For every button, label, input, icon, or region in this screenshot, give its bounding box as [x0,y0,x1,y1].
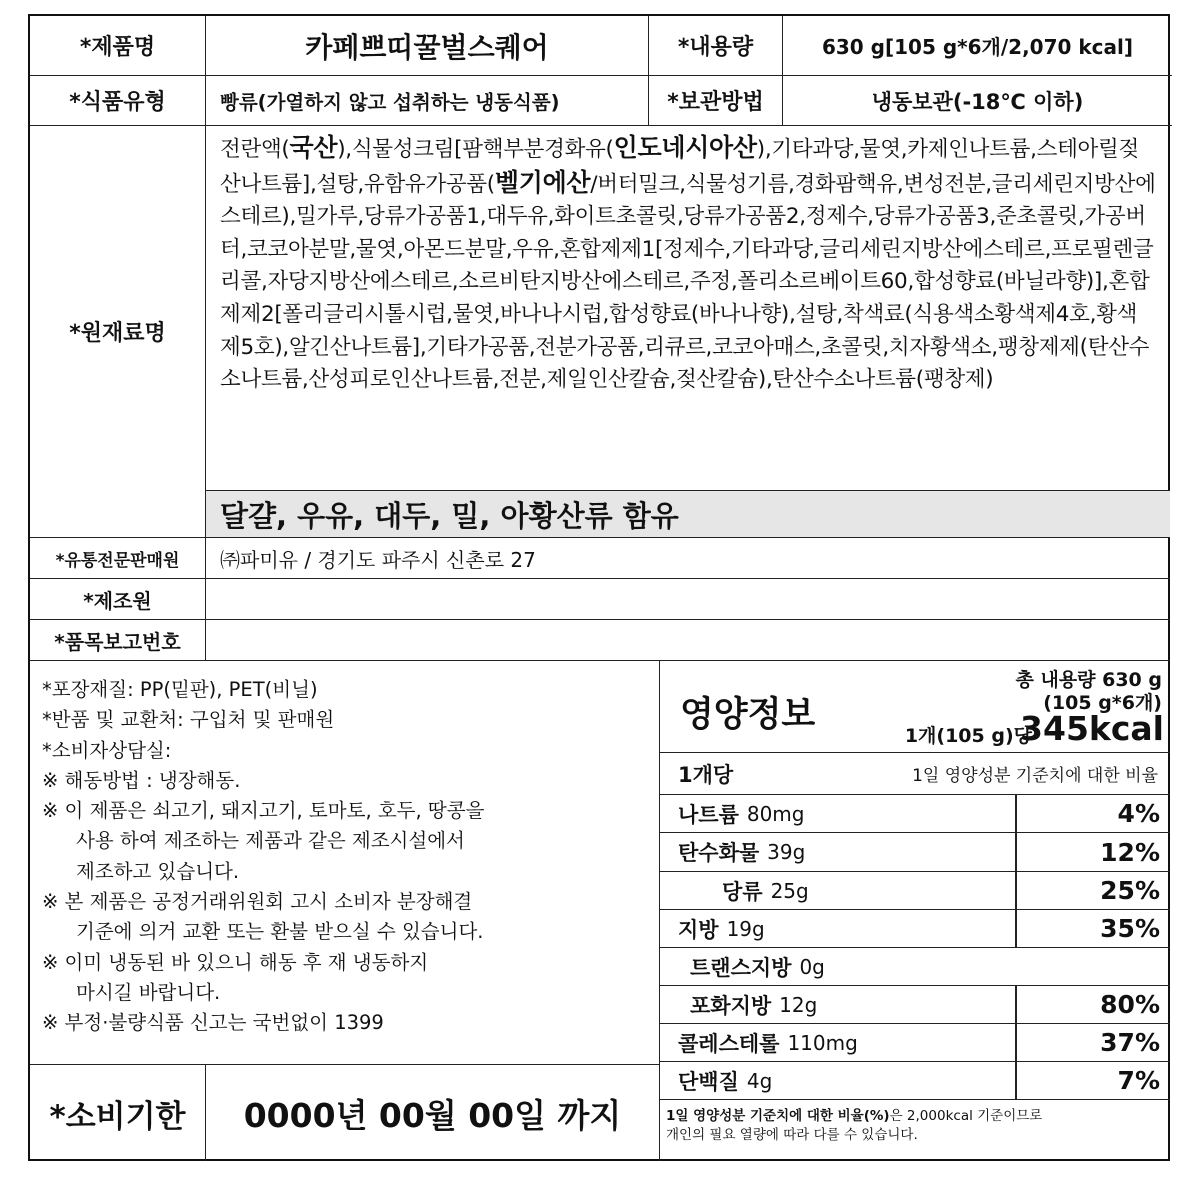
nutrition-title: 영양정보 [680,695,816,735]
column-divider [1015,986,1017,1024]
ingredients-label: *원재료명 [30,126,206,538]
footnote-text: 개인의 필요 열량에 따라 다를 수 있습니다. [666,1127,918,1143]
note-line: ※ 부정·불량식품 신고는 국번없이 1399 [42,1011,384,1035]
nutrition-header [660,661,1170,753]
note-line: *반품 및 교환처: 구입처 및 판매원 [42,708,335,732]
nutrient-name: 콜레스테롤 [678,1031,780,1056]
nutrient-percent: 12% [1100,837,1160,867]
nutrient-row [660,833,1170,872]
nutrient-amount: 39g [767,840,806,864]
nutrition-panel [660,661,1170,1161]
product-name-value: 카페쁘띠꿀벌스퀘어 [206,16,649,76]
nutrient-percent: 25% [1100,876,1160,905]
nutrient-amount: 80mg [746,801,805,826]
report-number-label: *품목보고번호 [30,620,206,661]
per-serving: 1개(105 g)당 [904,725,1032,747]
nutrient-percent: 7% [1117,1066,1160,1095]
total-volume-detail: (105 g*6개) [1043,692,1162,714]
food-label [28,14,1170,1161]
nutrient-row [660,948,1170,986]
nutrition-footnote [666,1107,1164,1145]
calories: 345kcal [1020,709,1164,748]
column-divider [1015,795,1017,833]
report-number-value [206,620,1170,661]
storage-value: 냉동보관(-18℃ 이하) [783,76,1172,126]
nutrient-row [660,1062,1170,1100]
nutrient-amount: 4g [746,1068,773,1093]
product-name-label: *제품명 [30,16,206,76]
nutrient-amount: 110mg [787,1030,858,1055]
nutrition-basis-row [660,753,1170,795]
allergen-notice: 달걀, 우유, 대두, 밀, 아황산류 함유 [206,491,1170,538]
note-line: ※ 이 제품은 쇠고기, 돼지고기, 토마토, 호두, 땅콩을 [42,799,485,823]
note-line: ※ 해동방법 : 냉장해동. [42,768,241,792]
basis-label: 1개당 [678,762,734,787]
food-type-label: *식품유형 [30,76,206,126]
nutrient-name: 나트륨 [678,802,739,827]
nutrient-percent: 4% [1117,799,1160,828]
volume-value: 630 g[105 g*6개/2,070 kcal] [783,16,1172,76]
nutrient-row [660,986,1170,1024]
nutrient-name: 지방 [678,917,719,942]
nutrient-name: 탄수화물 [678,841,760,865]
total-volume: 총 내용량 630 g [1015,669,1162,691]
column-divider [1015,1024,1017,1062]
nutrient-name: 트랜스지방 [690,955,792,980]
note-line: 제조하고 있습니다. [76,859,240,883]
column-divider [1015,833,1017,872]
note-line: ※ 본 제품은 공정거래위원회 고시 소비자 분장해결 [42,890,473,914]
seller-label: *유통전문판매원 [30,538,206,579]
nutrient-row [660,910,1170,948]
nutrient-row [660,795,1170,833]
nutrient-percent: 35% [1100,914,1160,943]
column-divider [1015,910,1017,948]
seller-value: ㈜파미유 / 경기도 파주시 신촌로 27 [206,538,1170,579]
nutrient-amount: 12g [779,992,818,1017]
nutrient-amount: 0g [799,954,825,979]
nutrient-row [660,872,1170,910]
nutrient-percent: 80% [1100,990,1160,1019]
nutrient-percent: 37% [1100,1028,1160,1057]
footnote-bold: 1일 영양성분 기준치에 대한 비율(%) [666,1108,890,1124]
ingredients-text: 전란액(국산),식물성크림[팜핵부분경화유(인도네시아산),기타과당,물엿,카제인나트륨,스테아릴젖산나트륨],설탕,유함유가공품(벨기에산/버터밀크,식물성기름,경화팜핵유,변성전분,글리세린지방산에스테르),밀가루,당류가공품1,대두유,화이트초콜릿,당류가공품2,정제수,당류가공품3,준초콜릿,가공버터,코코아분말,물엿,아몬드분말,우유,혼합제제1[정제수,기타과당,글리세린지방산에스테르,프로필렌글리콜,자당지방산에스테르,소르비탄지방산에스테르,주정,폴리소르베이트60,합성향료(바닐라향)],혼합제제2[폴리글리시톨시럽,물엿,바나나시럽,합성향료(바나나향),설탕,착색료(식용색소황색제4호,황색제5호),알긴산나트륨],기타가공품,전분가공품,리큐르,코코아매스,초콜릿,치자황색소,팽창제제(탄산수소나트륨,산성피로인산나트륨,전분,제일인산칼슘,젖산칼슘),탄산수소나트륨(팽창제) [206,126,1170,491]
maker-label: *제조원 [30,579,206,620]
nutrient-row [660,1024,1170,1062]
footnote-text: 은 2,000kcal 기준이므로 [889,1108,1043,1124]
expiry-label: *소비기한 [30,1065,206,1161]
volume-label: *내용량 [649,16,783,76]
nutrient-amount: 25g [770,878,809,903]
note-line: 사용 하여 제조하는 제품과 같은 제조시설에서 [76,829,465,853]
notes-block [30,661,660,1065]
note-line: ※ 이미 냉동된 바 있으니 해동 후 재 냉동하지 [42,950,429,974]
note-line: 기준에 의거 교환 또는 환불 받으실 수 있습니다. [76,920,484,944]
note-line: 마시길 바랍니다. [76,980,221,1004]
note-line: *포장재질: PP(밑판), PET(비닐) [42,678,318,701]
expiry-value: 0000년 00월 00일 까지 [206,1065,660,1161]
storage-label: *보관방법 [649,76,783,126]
nutrient-amount: 19g [726,916,765,941]
daily-value-header: 1일 영양성분 기준치에 대한 비율 [912,766,1158,786]
column-divider [1015,872,1017,910]
nutrient-name: 포화지방 [690,993,772,1018]
nutrient-name: 당류 [722,879,763,904]
maker-value [206,579,1170,620]
note-line: *소비자상담실: [42,738,172,762]
nutrient-name: 단백질 [678,1069,739,1094]
column-divider [1015,1062,1017,1100]
food-type-value: 빵류(가열하지 않고 섭취하는 냉동식품) [206,76,649,126]
